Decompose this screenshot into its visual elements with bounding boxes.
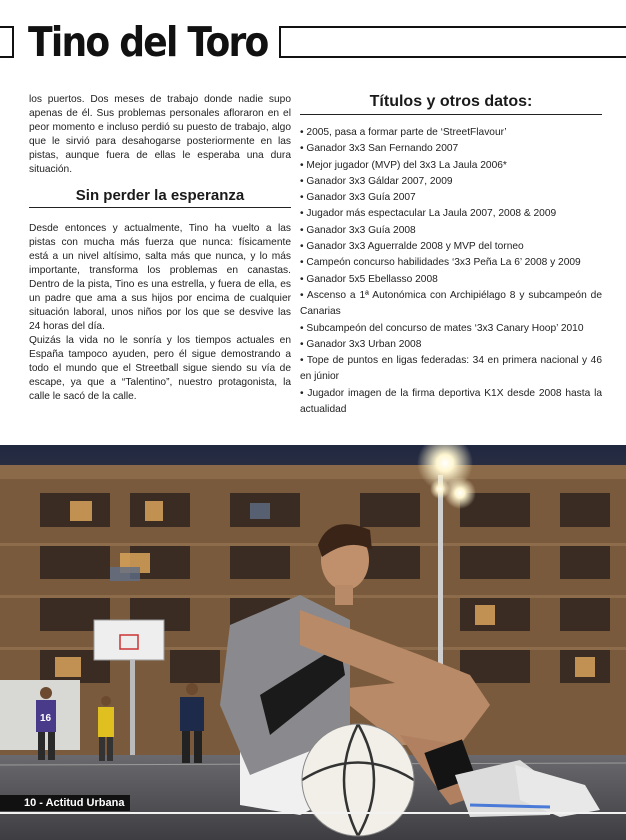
list-item: • 2005, pasa a formar parte de ‘StreetFlavour’	[300, 127, 507, 138]
left-subheading: Sin perder la esperanza	[29, 187, 291, 208]
page-title: Tino del Toro	[28, 18, 268, 66]
list-item: • Ganador 3x3 Urban 2008	[300, 338, 422, 350]
footer-divider	[0, 812, 626, 814]
list-item: • Subcampeón del concurso de mates ‘3x3 Canary Hoop’ 2010	[300, 322, 584, 334]
body-paragraph-1: Desde entonces y actualmente, Tino ha vuelto a las pistas con mucha más fuerza que nunca: físicamente está a un nivel altísimo, salta más que nunca, y lo más importante, transforma los problemas en canastas. Dentro de la pista, Tino es una estrella, y fuera de ella, es un padre que ama a sus hijos por encima de cualquier situación laboral, unos niños por los que se desvive las 24 horas del día.	[29, 223, 291, 332]
right-column	[300, 93, 602, 418]
list-item: • Ganador 3x3 Gáldar 2007, 2009	[300, 175, 453, 187]
titles-list	[300, 125, 602, 418]
title-frame-right	[279, 26, 626, 58]
basketball-court-photo	[0, 445, 626, 840]
list-item: • Mejor jugador (MVP) del 3x3 La Jaula 2006*	[300, 159, 507, 171]
list-item: • Ganador 3x3 San Fernando 2007	[300, 143, 459, 155]
list-item: • Tope de puntos en ligas federadas: 34 en primera nacional y 46 en júnior	[300, 355, 602, 383]
list-item: • Ganador 3x3 Guía 2007	[300, 192, 416, 204]
list-item: • Ganador 3x3 Aguerralde 2008 y MVP del torneo	[300, 241, 524, 253]
title-row	[0, 18, 626, 68]
body-paragraph-2: Quizás la vida no le sonría y los tiempos actuales en España tampoco ayuden, pero él sigue demostrando a todo el mundo que el Streetball sigue siendo su vía de escape, ya que a “Talentino”, nuestro protagonista, la calle le sacó de la calle.	[29, 335, 291, 402]
basketball	[302, 724, 414, 836]
list-item: • Campeón concurso habilidades ‘3x3 Peña La 6’ 2008 y 2009	[300, 257, 581, 269]
titles-subheading: Títulos y otros datos:	[300, 93, 602, 115]
intro-paragraph: los puertos. Dos meses de trabajo donde nadie supo apenas de él. Sus problemas personales afloraron en el peor momento e incluso perdió su puesto de trabajo, algo que le sirvió para desahogarse posteriormente en las pistas, aunque fuera de ellas le esperaba una dura situación.	[29, 94, 291, 175]
list-item: • Ganador 3x3 Guía 2008	[300, 224, 416, 236]
list-item: • Ascenso a 1ª Autonómica con Archipiélago 8 y subcampeón de Canarias	[300, 289, 602, 318]
list-item: • Ganador 5x5 Ebellasso 2008	[300, 273, 438, 285]
photo-illustration	[0, 445, 626, 840]
title-frame-left	[0, 26, 14, 58]
page-number-label: 10 - Actitud Urbana	[0, 795, 130, 811]
jersey-number: 16	[40, 713, 52, 724]
list-item: • Jugador imagen de la firma deportiva K1X desde 2008 hasta la actualidad	[300, 387, 602, 416]
list-item: • Jugador más espectacular La Jaula 2007, 2008 & 2009	[300, 208, 557, 220]
left-column	[29, 93, 291, 404]
